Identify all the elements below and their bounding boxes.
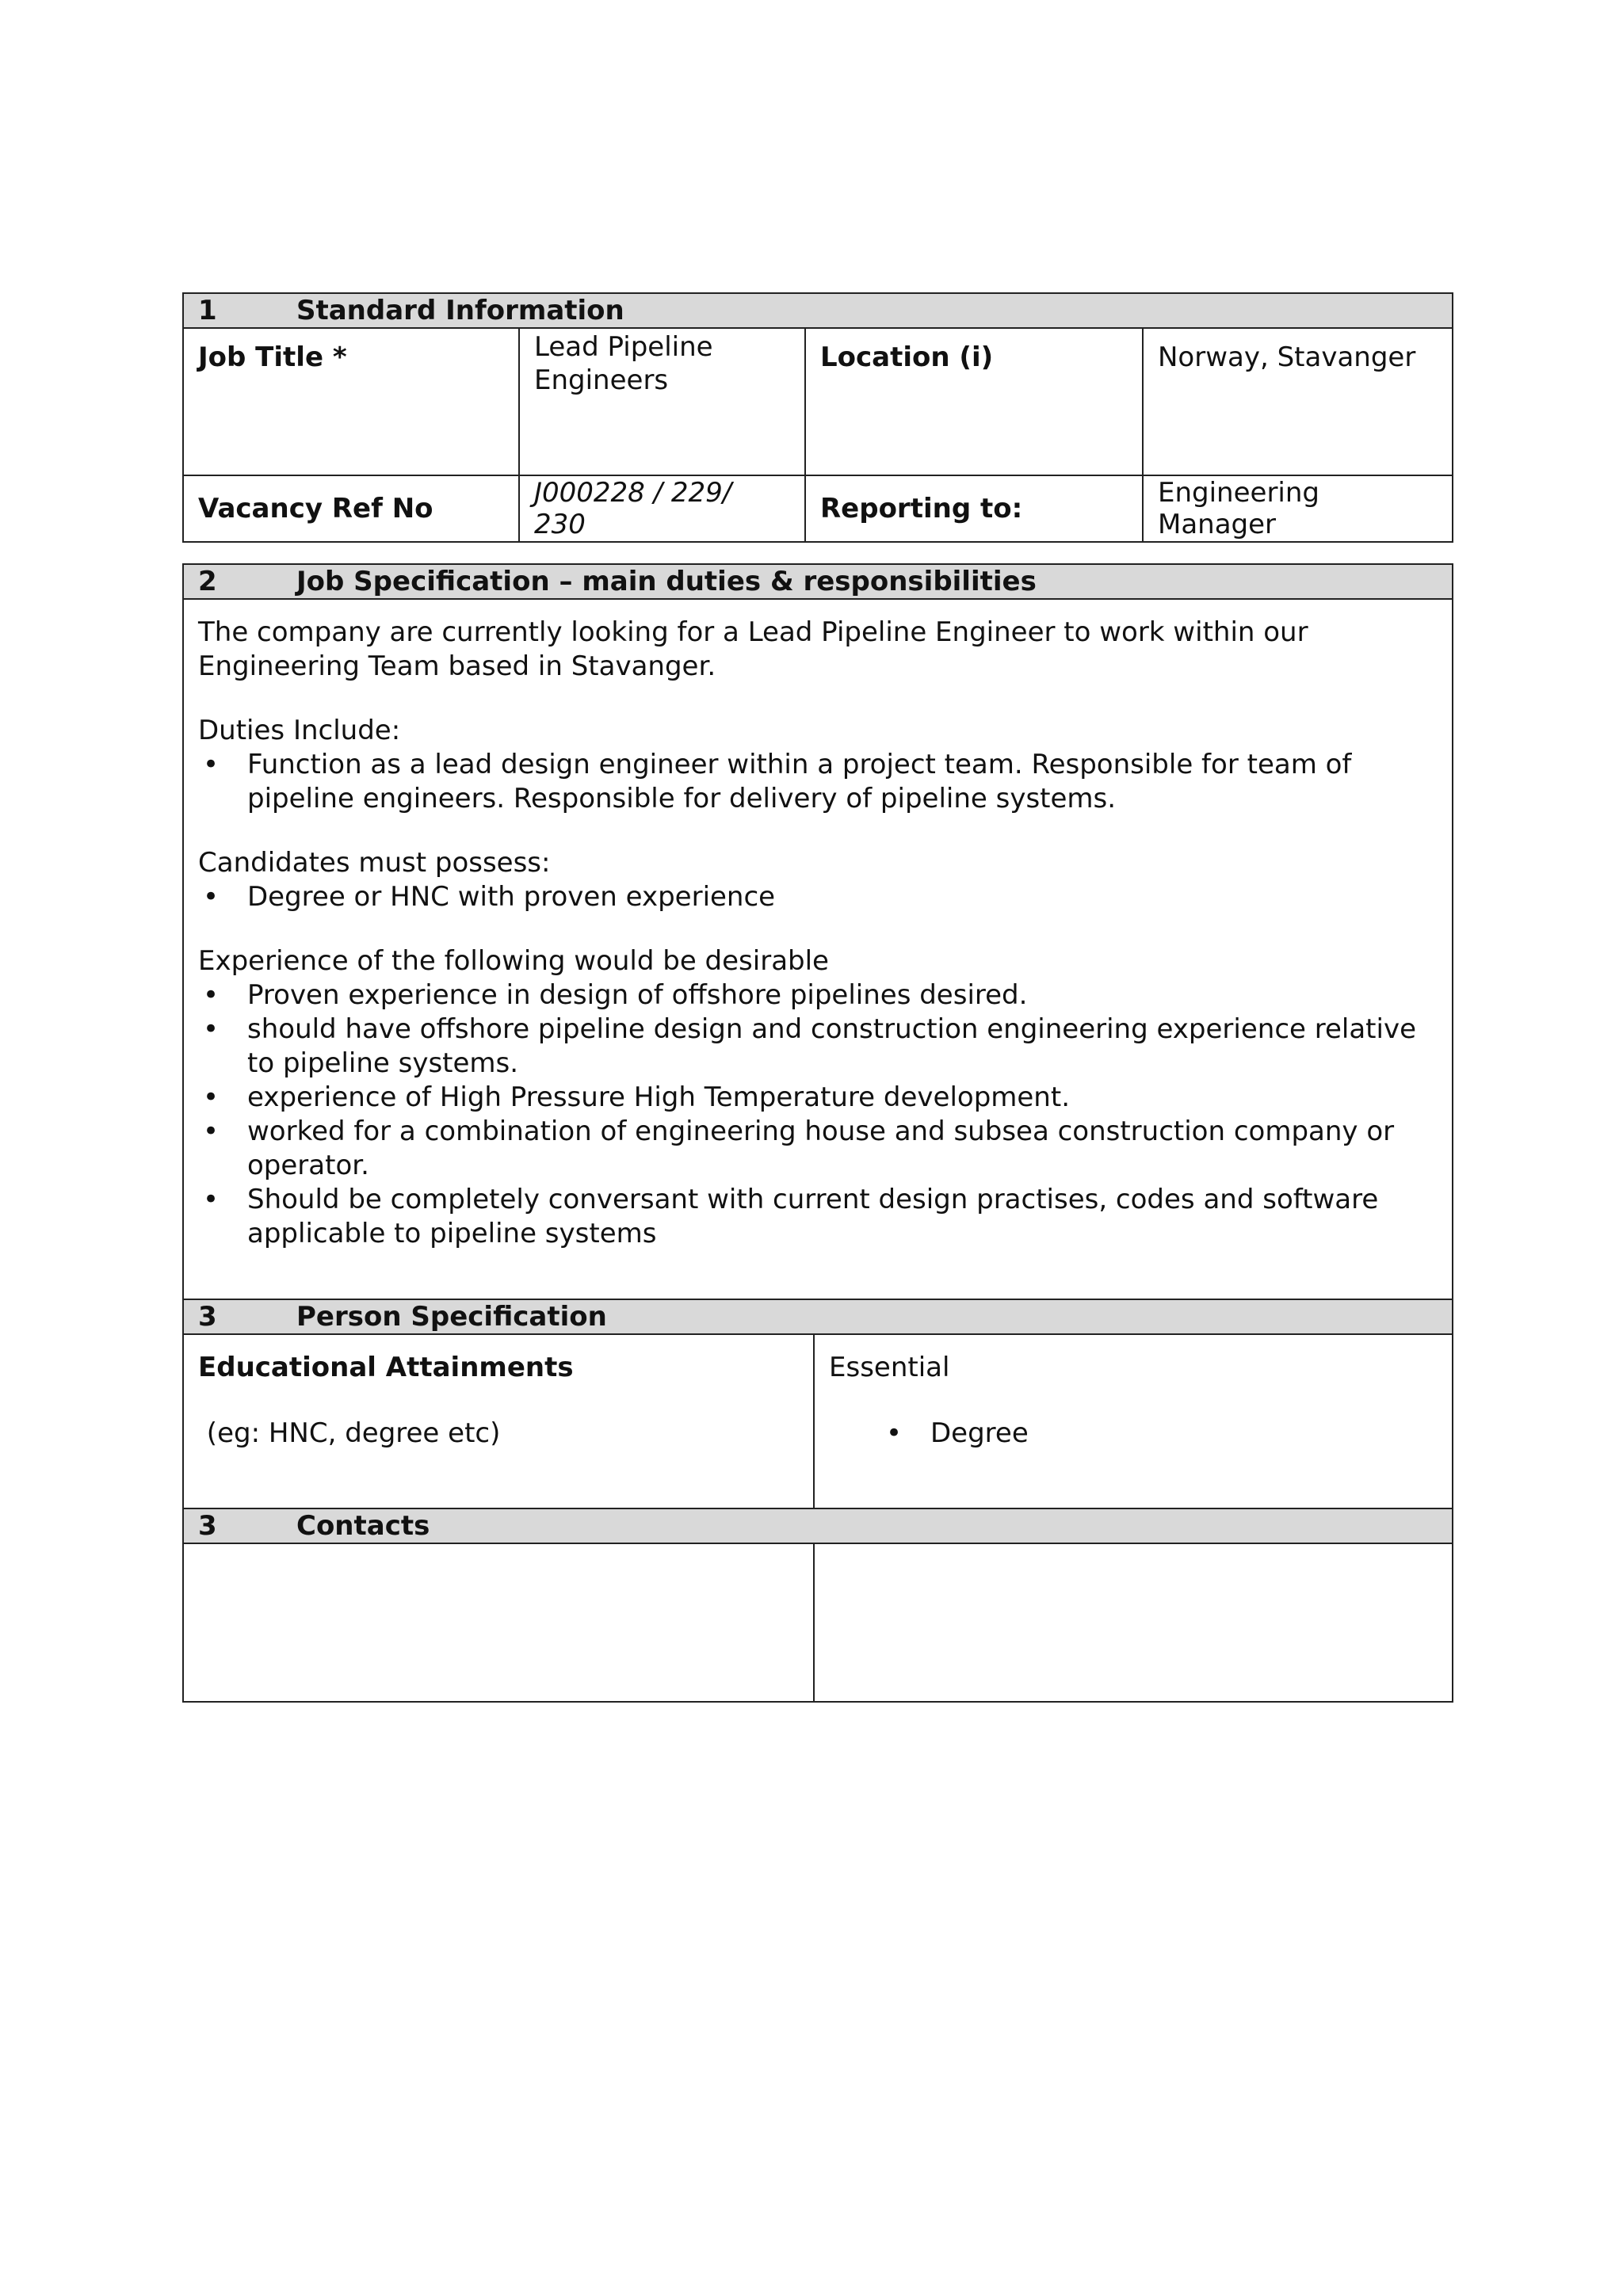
must-possess-heading: Candidates must possess: — [198, 847, 551, 879]
job-title-label: Job Title * — [183, 328, 519, 475]
reporting-to-label: Reporting to: — [805, 475, 1143, 542]
desirable-heading: Experience of the following would be desirable — [198, 945, 829, 977]
section-title: Standard Information — [296, 295, 624, 326]
section-title: Person Specification — [296, 1301, 607, 1333]
location-label: Location (i) — [805, 328, 1143, 475]
section-header — [183, 1508, 1453, 1543]
section-number: 3 — [198, 1301, 217, 1333]
reporting-to-value: Engineering Manager — [1143, 475, 1453, 542]
job-specification-table — [182, 563, 1453, 1703]
section-title: Job Specification – main duties & responsibilities — [296, 566, 1037, 597]
list-item: • experience of High Pressure High Temperature development. — [198, 1081, 1438, 1115]
essential-list — [829, 1417, 1438, 1451]
list-item: • Function as a lead design engineer within a project team. Responsible for team of pipeline engineers. Responsible for delivery of pipeline systems. — [198, 748, 1438, 816]
duties-list — [198, 748, 1438, 816]
desirable-list — [198, 978, 1438, 1251]
duties-heading: Duties Include: — [198, 715, 401, 746]
contact-cell-left — [183, 1543, 814, 1702]
location-value: Norway, Stavanger — [1143, 328, 1453, 475]
vacancy-ref-label: Vacancy Ref No — [183, 475, 519, 542]
list-item: • Degree — [881, 1417, 1438, 1451]
essential-label: Essential — [829, 1352, 950, 1383]
vacancy-ref-value: J000228 / 229/ 230 — [519, 475, 805, 542]
intro-paragraph: The company are currently looking for a Lead Pipeline Engineer to work within our Engineering Team based in Stavanger. — [198, 616, 1308, 682]
section-number: 1 — [198, 295, 217, 326]
contact-cell-right — [814, 1543, 1453, 1702]
must-possess-list — [198, 880, 1438, 914]
list-item: • Proven experience in design of offshore pipelines desired. — [198, 978, 1438, 1013]
list-item: • worked for a combination of engineering house and subsea construction company or operator. — [198, 1115, 1438, 1183]
educational-attainments-cell — [183, 1334, 814, 1508]
educational-example: (eg: HNC, degree etc) — [198, 1417, 501, 1449]
section-number: 2 — [198, 566, 217, 597]
essential-cell — [814, 1334, 1453, 1508]
list-item: • Should be completely conversant with current design practises, codes and software applicable to pipeline systems — [198, 1183, 1438, 1251]
educational-attainments-label: Educational Attainments — [198, 1352, 574, 1383]
section-title: Contacts — [296, 1510, 430, 1542]
job-specification-body — [183, 599, 1453, 1299]
list-item: • should have offshore pipeline design and construction engineering experience relative to pipeline systems. — [198, 1013, 1438, 1081]
section-header — [183, 293, 1453, 328]
section-header — [183, 564, 1453, 599]
list-item: • Degree or HNC with proven experience — [198, 880, 1438, 914]
standard-information-table — [182, 292, 1453, 543]
section-number: 3 — [198, 1510, 217, 1542]
section-header — [183, 1299, 1453, 1334]
job-title-value: Lead Pipeline Engineers — [519, 328, 805, 475]
